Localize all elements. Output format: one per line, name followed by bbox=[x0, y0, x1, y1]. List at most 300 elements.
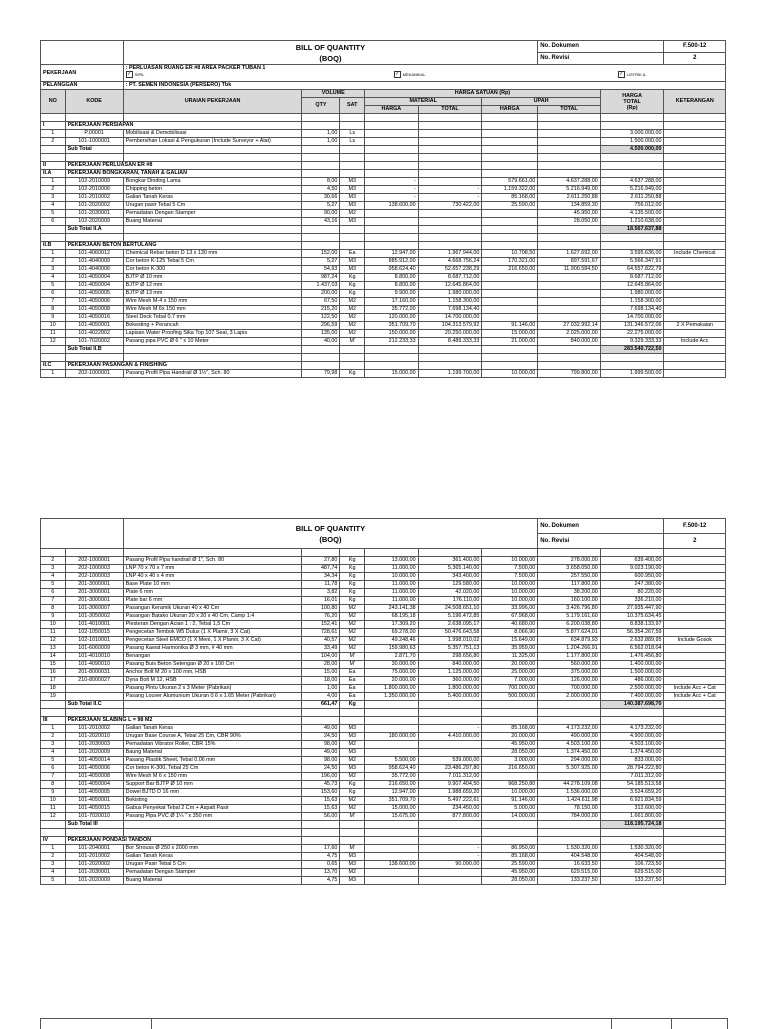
row-upah-total: 294.000,00 bbox=[538, 757, 601, 765]
row-upah-harga bbox=[482, 282, 538, 290]
row-qty: 16,01 bbox=[302, 597, 340, 605]
empty-cell bbox=[538, 242, 601, 250]
row-qty: 40,00 bbox=[302, 338, 340, 346]
empty-cell bbox=[123, 234, 302, 242]
subtotal-qty bbox=[302, 226, 340, 234]
row-material-total: 14.700.000,00 bbox=[418, 314, 482, 322]
pekerjaan-info bbox=[123, 65, 725, 82]
row-no: 1 bbox=[41, 845, 66, 853]
row-keterangan: 2 X Pemakaian bbox=[664, 322, 726, 330]
row-upah-total: 3.658.050,00 bbox=[538, 565, 601, 573]
row-uraian: Galian Tanah Keras bbox=[123, 194, 302, 202]
row-material-harga: 8.800,00 bbox=[365, 274, 419, 282]
row-material-harga: 17.160,00 bbox=[365, 298, 419, 306]
row-upah-harga: 28.050,00 bbox=[482, 877, 538, 885]
row-keterangan bbox=[664, 629, 726, 637]
empty-cell bbox=[538, 821, 601, 829]
row-harga-total: 64.557.822,79 bbox=[600, 266, 664, 274]
row-harga-total: 3.595.636,00 bbox=[600, 250, 664, 258]
row-upah-harga: 170.321,00 bbox=[482, 258, 538, 266]
boq-body-page-2 bbox=[41, 549, 726, 885]
row-kode: P.00001 bbox=[65, 130, 123, 138]
table-row bbox=[41, 298, 726, 306]
table-row bbox=[41, 589, 726, 597]
row-keterangan bbox=[664, 218, 726, 226]
row-material-harga: 243.141,38 bbox=[365, 605, 419, 613]
empty-cell bbox=[600, 162, 664, 170]
table-row bbox=[41, 757, 726, 765]
row-sat: M2 bbox=[340, 629, 365, 637]
row-upah-harga: 91.146,00 bbox=[482, 322, 538, 330]
row-kode: 101-3060007 bbox=[65, 605, 123, 613]
row-qty: 79,98 bbox=[302, 370, 340, 378]
empty-cell bbox=[482, 549, 538, 557]
empty-cell bbox=[418, 146, 482, 154]
row-material-total: 9.907.404,50 bbox=[418, 781, 482, 789]
check-icon: ✓ bbox=[619, 71, 624, 78]
row-uraian: Cor beton K-300, Tebal 25 Cm bbox=[123, 765, 302, 773]
empty-cell bbox=[482, 717, 538, 725]
empty-cell bbox=[123, 701, 302, 709]
empty-cell bbox=[340, 162, 365, 170]
row-qty: 4,00 bbox=[302, 693, 340, 701]
row-keterangan bbox=[664, 741, 726, 749]
empty-cell bbox=[418, 162, 482, 170]
table-row bbox=[41, 621, 726, 629]
row-no: 5 bbox=[41, 210, 66, 218]
row-uraian: Baung Material bbox=[123, 749, 302, 757]
row-keterangan bbox=[664, 797, 726, 805]
subtotal-value: 140.387.698,70 bbox=[600, 701, 664, 709]
row-material-total bbox=[418, 130, 482, 138]
empty-cell bbox=[600, 234, 664, 242]
row-upah-harga: 15.000,00 bbox=[482, 330, 538, 338]
empty-cell bbox=[538, 837, 601, 845]
empty-cell bbox=[41, 346, 66, 354]
empty-cell bbox=[482, 242, 538, 250]
row-keterangan bbox=[664, 765, 726, 773]
row-qty: 54,93 bbox=[302, 266, 340, 274]
empty-cell bbox=[365, 226, 419, 234]
row-upah-total: 38.200,00 bbox=[538, 589, 601, 597]
row-kode: 101-2020009 bbox=[65, 877, 123, 885]
row-material-total bbox=[418, 138, 482, 146]
table-row bbox=[41, 733, 726, 741]
table-row bbox=[41, 637, 726, 645]
empty-cell bbox=[365, 162, 419, 170]
row-harga-total: 5.566.347,91 bbox=[600, 258, 664, 266]
empty-cell bbox=[600, 717, 664, 725]
row-upah-total: 27.032.992,14 bbox=[538, 322, 601, 330]
empty-cell bbox=[418, 242, 482, 250]
row-material-total: 343.400,00 bbox=[418, 573, 482, 581]
boq-page-2 bbox=[40, 518, 726, 885]
subtotal-row bbox=[41, 701, 726, 709]
row-upah-harga: 25.590,00 bbox=[482, 202, 538, 210]
row-no: 1 bbox=[41, 178, 66, 186]
row-material-total: - bbox=[418, 725, 482, 733]
row-qty: 135,00 bbox=[302, 330, 340, 338]
row-upah-harga: 1.159.322,00 bbox=[482, 186, 538, 194]
row-material-total: 1.980.000,00 bbox=[418, 290, 482, 298]
row-keterangan: Include Acc + Cat bbox=[664, 693, 726, 701]
col-qty: QTY bbox=[302, 98, 340, 114]
row-qty: 18,00 bbox=[302, 677, 340, 685]
row-material-total: 1.988.659,20 bbox=[418, 789, 482, 797]
table-row bbox=[41, 797, 726, 805]
row-kode: 102-1050015 bbox=[65, 629, 123, 637]
row-no: 16 bbox=[41, 669, 66, 677]
row-material-total bbox=[418, 218, 482, 226]
row-material-total: 5.196.472,85 bbox=[418, 613, 482, 621]
row-material-total: 20.250.000,00 bbox=[418, 330, 482, 338]
row-upah-total: 6.200.038,80 bbox=[538, 621, 601, 629]
subtotal-sat bbox=[340, 346, 365, 354]
row-material-harga: 30.000,00 bbox=[365, 661, 419, 669]
row-sat: M2 bbox=[340, 805, 365, 813]
section-title: PEKERJAAN PERLUASAN ER #8 bbox=[65, 162, 302, 170]
empty-cell bbox=[41, 821, 66, 829]
row-material-harga: 11.000,00 bbox=[365, 581, 419, 589]
header-row-1 bbox=[41, 90, 726, 98]
row-kode: 101-2030003 bbox=[65, 741, 123, 749]
row-uraian: Galian Tanah Keras bbox=[123, 725, 302, 733]
row-sat: M2 bbox=[340, 210, 365, 218]
subtotal-value: 283.540.722,50 bbox=[600, 346, 664, 354]
row-keterangan bbox=[664, 130, 726, 138]
row-upah-total: 4.173.232,00 bbox=[538, 725, 601, 733]
row-upah-total bbox=[538, 138, 601, 146]
row-kode: 101-2010002 bbox=[65, 725, 123, 733]
empty-cell bbox=[664, 354, 726, 362]
row-no: 14 bbox=[41, 653, 66, 661]
row-material-total: 1.967.944,00 bbox=[418, 250, 482, 258]
row-no: 18 bbox=[41, 685, 66, 693]
row-upah-harga: 25.000,00 bbox=[482, 669, 538, 677]
row-harga-total: 1.400.000,00 bbox=[600, 661, 664, 669]
row-harga-total: 404.548,00 bbox=[600, 853, 664, 861]
row-upah-harga: 25.590,00 bbox=[482, 861, 538, 869]
table-row bbox=[41, 693, 726, 701]
row-upah-total: 5.179.161,60 bbox=[538, 613, 601, 621]
empty-cell bbox=[41, 701, 66, 709]
row-upah-total: 799.800,00 bbox=[538, 370, 601, 378]
row-material-total: - bbox=[418, 845, 482, 853]
row-harga-total: 1.500.000,00 bbox=[600, 669, 664, 677]
row-kode: 101-2020010 bbox=[65, 733, 123, 741]
row-upah-harga: 86.950,00 bbox=[482, 845, 538, 853]
row-upah-harga: 10.000,00 bbox=[482, 370, 538, 378]
row-keterangan bbox=[664, 565, 726, 573]
row-sat: M3 bbox=[340, 178, 365, 186]
row-keterangan bbox=[664, 330, 726, 338]
row-upah-harga: 216.650,00 bbox=[482, 765, 538, 773]
row-harga-total: 1.476.456,80 bbox=[600, 653, 664, 661]
row-kode: 101-4050016 bbox=[65, 314, 123, 322]
row-uraian: Pemadatan Dengan Stamper bbox=[123, 210, 302, 218]
table-row bbox=[41, 613, 726, 621]
row-upah-harga: 700.000,00 bbox=[482, 685, 538, 693]
empty-cell bbox=[41, 234, 66, 242]
row-upah-harga: 10.000,00 bbox=[482, 597, 538, 605]
row-keterangan bbox=[664, 589, 726, 597]
row-sat: Ea bbox=[340, 677, 365, 685]
empty-cell bbox=[482, 709, 538, 717]
row-uraian: Bongkar Dinding Lama bbox=[123, 178, 302, 186]
row-qty: 49,00 bbox=[302, 749, 340, 757]
row-material-total: 5.400.000,00 bbox=[418, 693, 482, 701]
col-material-total: TOTAL bbox=[418, 106, 482, 114]
row-uraian: Pasang pipa PVC Ø 6 " x 10 Meter bbox=[123, 338, 302, 346]
row-qty: 56,00 bbox=[302, 813, 340, 821]
row-kode: 101-4050004 bbox=[65, 274, 123, 282]
table-row bbox=[41, 250, 726, 258]
boq-body-page-1 bbox=[41, 114, 726, 378]
row-harga-total: 1.210.638,00 bbox=[600, 218, 664, 226]
row-material-harga: 13.000,00 bbox=[365, 557, 419, 565]
row-keterangan bbox=[664, 557, 726, 565]
row-qty: 0,65 bbox=[302, 861, 340, 869]
empty-cell bbox=[482, 146, 538, 154]
row-sat: Ea bbox=[340, 250, 365, 258]
row-upah-total bbox=[538, 298, 601, 306]
table-row bbox=[41, 370, 726, 378]
row-keterangan bbox=[664, 653, 726, 661]
row-upah-total: 490.000,00 bbox=[538, 733, 601, 741]
row-upah-total: 2.025.000,00 bbox=[538, 330, 601, 338]
empty-cell bbox=[600, 549, 664, 557]
row-material-total: 8.687.712,00 bbox=[418, 274, 482, 282]
row-sat: M2 bbox=[340, 298, 365, 306]
empty-cell bbox=[418, 821, 482, 829]
empty-cell bbox=[538, 354, 601, 362]
empty-cell bbox=[600, 837, 664, 845]
row-no: 11 bbox=[41, 330, 66, 338]
empty-cell bbox=[418, 122, 482, 130]
empty-cell bbox=[664, 829, 726, 837]
row-keterangan bbox=[664, 669, 726, 677]
row-uraian: Pemadatan Dengan Stamper bbox=[123, 869, 302, 877]
row-uraian: Pengecetan Tembok W5 Dulux (1 X Plamir, 3 X Cat) bbox=[123, 629, 302, 637]
empty-cell bbox=[365, 362, 419, 370]
table-row bbox=[41, 773, 726, 781]
row-uraian: Support Bar BJTP Ø 10 mm bbox=[123, 781, 302, 789]
row-material-harga: 180.000,00 bbox=[365, 733, 419, 741]
row-keterangan bbox=[664, 613, 726, 621]
row-upah-harga: 35.959,00 bbox=[482, 645, 538, 653]
empty-cell bbox=[123, 829, 302, 837]
subtotal-row bbox=[41, 226, 726, 234]
row-uraian: Pasang Pintu Ukuran 2 x 3 Meter (Pabrikan) bbox=[123, 685, 302, 693]
blank-row bbox=[41, 354, 726, 362]
row-upah-harga: 579.661,00 bbox=[482, 178, 538, 186]
row-material-total bbox=[418, 741, 482, 749]
row-sat: M2 bbox=[340, 637, 365, 645]
row-uraian: Lapisan Water Proofing Sika Top 107 Seal, 3 Lapis bbox=[123, 330, 302, 338]
row-qty: 76,20 bbox=[302, 613, 340, 621]
empty-cell bbox=[340, 122, 365, 130]
table-row bbox=[41, 282, 726, 290]
empty-cell bbox=[365, 346, 419, 354]
row-keterangan bbox=[664, 773, 726, 781]
row-harga-total: 312.600,00 bbox=[600, 805, 664, 813]
row-upah-harga: 7.500,00 bbox=[482, 565, 538, 573]
col-upah: UPAH bbox=[482, 98, 600, 106]
row-harga-total: 10.375.634,45 bbox=[600, 613, 664, 621]
empty-cell bbox=[482, 226, 538, 234]
row-upah-total: 5.877.624,01 bbox=[538, 629, 601, 637]
row-upah-harga: 7.000,00 bbox=[482, 677, 538, 685]
row-kode: 101-4050005 bbox=[65, 789, 123, 797]
row-material-total: 5.497.222,61 bbox=[418, 797, 482, 805]
row-sat: Kg bbox=[340, 274, 365, 282]
empty-cell bbox=[538, 234, 601, 242]
row-keterangan bbox=[664, 661, 726, 669]
row-sat: M2 bbox=[340, 605, 365, 613]
row-material-harga: 150.000,00 bbox=[365, 330, 419, 338]
row-harga-total: 80.220,00 bbox=[600, 589, 664, 597]
table-row bbox=[41, 290, 726, 298]
row-uraian: Cor beton K-125 Tebal 5 Cm bbox=[123, 258, 302, 266]
row-uraian: Benangan bbox=[123, 653, 302, 661]
row-material-harga bbox=[365, 845, 419, 853]
listrik-label: LISTRIK & bbox=[626, 72, 646, 78]
section-header-row bbox=[41, 170, 726, 178]
row-upah-total: 11.900.584,50 bbox=[538, 266, 601, 274]
row-material-total: 877.800,00 bbox=[418, 813, 482, 821]
row-sat: M3 bbox=[340, 861, 365, 869]
row-material-total: 90.090,00 bbox=[418, 861, 482, 869]
empty-cell bbox=[365, 354, 419, 362]
row-no: 2 bbox=[41, 557, 66, 565]
empty-cell bbox=[664, 717, 726, 725]
empty-cell bbox=[600, 829, 664, 837]
row-harga-total: 629.515,00 bbox=[600, 869, 664, 877]
row-material-harga: 15.000,00 bbox=[365, 370, 419, 378]
row-material-total: 42.020,00 bbox=[418, 589, 482, 597]
empty-cell bbox=[664, 170, 726, 178]
row-kode: 201-3000001 bbox=[65, 581, 123, 589]
row-keterangan bbox=[664, 282, 726, 290]
empty-cell bbox=[538, 170, 601, 178]
row-qty: 98,00 bbox=[302, 757, 340, 765]
row-uraian: Pasang Buis Beton Setengan Ø 20 x 100 Cm bbox=[123, 661, 302, 669]
row-upah-harga: 14.000,00 bbox=[482, 813, 538, 821]
row-upah-harga: 500.000,00 bbox=[482, 693, 538, 701]
row-no: 8 bbox=[41, 605, 66, 613]
section-header-row bbox=[41, 162, 726, 170]
row-upah-total: 840.000,00 bbox=[538, 338, 601, 346]
table-row bbox=[41, 266, 726, 274]
row-upah-total: 117.800,00 bbox=[538, 581, 601, 589]
empty-cell bbox=[340, 837, 365, 845]
empty-cell bbox=[365, 242, 419, 250]
row-kode: 201-3000001 bbox=[65, 589, 123, 597]
row-upah-total: 257.550,00 bbox=[538, 573, 601, 581]
row-harga-total: 7.400.000,00 bbox=[600, 693, 664, 701]
row-harga-total: 1.999.500,00 bbox=[600, 370, 664, 378]
row-qty: 122,50 bbox=[302, 314, 340, 322]
row-material-harga bbox=[365, 853, 419, 861]
subtotal-label: Sub Total II.A bbox=[65, 226, 123, 234]
row-harga-total: 7.011.312,00 bbox=[600, 773, 664, 781]
row-sat: Ls bbox=[340, 130, 365, 138]
empty-cell bbox=[65, 829, 123, 837]
row-material-harga: - bbox=[365, 178, 419, 186]
row-qty: 13,70 bbox=[302, 869, 340, 877]
row-qty: 24,50 bbox=[302, 765, 340, 773]
empty-cell bbox=[365, 837, 419, 845]
row-no: 3 bbox=[41, 266, 66, 274]
empty-cell bbox=[664, 162, 726, 170]
row-upah-harga: 28.050,00 bbox=[482, 749, 538, 757]
row-sat: M2 bbox=[340, 757, 365, 765]
table-row bbox=[41, 845, 726, 853]
col-upah-total: TOTAL bbox=[538, 106, 601, 114]
empty-cell bbox=[600, 122, 664, 130]
row-sat: M3 bbox=[340, 218, 365, 226]
row-upah-total: 634.879,93 bbox=[538, 637, 601, 645]
row-material-harga bbox=[365, 210, 419, 218]
row-upah-total: 28.050,00 bbox=[538, 218, 601, 226]
table-row bbox=[41, 653, 726, 661]
row-no: 8 bbox=[41, 781, 66, 789]
table-row bbox=[41, 210, 726, 218]
row-upah-harga: 10.000,00 bbox=[482, 789, 538, 797]
row-no: 13 bbox=[41, 645, 66, 653]
row-harga-total: 9.023.190,00 bbox=[600, 565, 664, 573]
empty-cell bbox=[538, 114, 601, 122]
row-material-harga: 138.600,00 bbox=[365, 861, 419, 869]
table-row bbox=[41, 178, 726, 186]
row-uraian: Bekesting + Perancah bbox=[123, 322, 302, 330]
row-material-harga: 12.947,00 bbox=[365, 789, 419, 797]
row-sat: M' bbox=[340, 845, 365, 853]
row-upah-total: 4.503.100,00 bbox=[538, 741, 601, 749]
row-upah-total: 1.530.320,00 bbox=[538, 845, 601, 853]
row-material-harga: 15.000,00 bbox=[365, 805, 419, 813]
row-qty: 49,00 bbox=[302, 725, 340, 733]
row-keterangan bbox=[664, 194, 726, 202]
table-row bbox=[41, 645, 726, 653]
no-revisi-value: 2 bbox=[664, 534, 726, 549]
row-no: 4 bbox=[41, 274, 66, 282]
row-harga-total: 9.329.333,33 bbox=[600, 338, 664, 346]
row-upah-total bbox=[538, 314, 601, 322]
empty-cell bbox=[664, 701, 726, 709]
row-sat: M3 bbox=[340, 725, 365, 733]
table-row bbox=[41, 677, 726, 685]
subtotal-label: Sub Total II.B bbox=[65, 346, 123, 354]
blank-row bbox=[41, 829, 726, 837]
row-sat: M3 bbox=[340, 733, 365, 741]
subtotal-row bbox=[41, 146, 726, 154]
row-upah-harga: 10.000,00 bbox=[482, 557, 538, 565]
row-material-total: 1.998.010,02 bbox=[418, 637, 482, 645]
row-no: 10 bbox=[41, 322, 66, 330]
row-harga-total: 8.838.133,97 bbox=[600, 621, 664, 629]
row-upah-harga: 10.708,50 bbox=[482, 250, 538, 258]
empty-cell bbox=[482, 354, 538, 362]
empty-cell bbox=[538, 162, 601, 170]
row-material-total: 1.158.300,00 bbox=[418, 298, 482, 306]
empty-cell bbox=[340, 829, 365, 837]
row-material-harga: 8.800,00 bbox=[365, 282, 419, 290]
table-row bbox=[41, 202, 726, 210]
row-keterangan bbox=[664, 861, 726, 869]
row-kode bbox=[65, 685, 123, 693]
row-material-harga: 120.000,00 bbox=[365, 314, 419, 322]
